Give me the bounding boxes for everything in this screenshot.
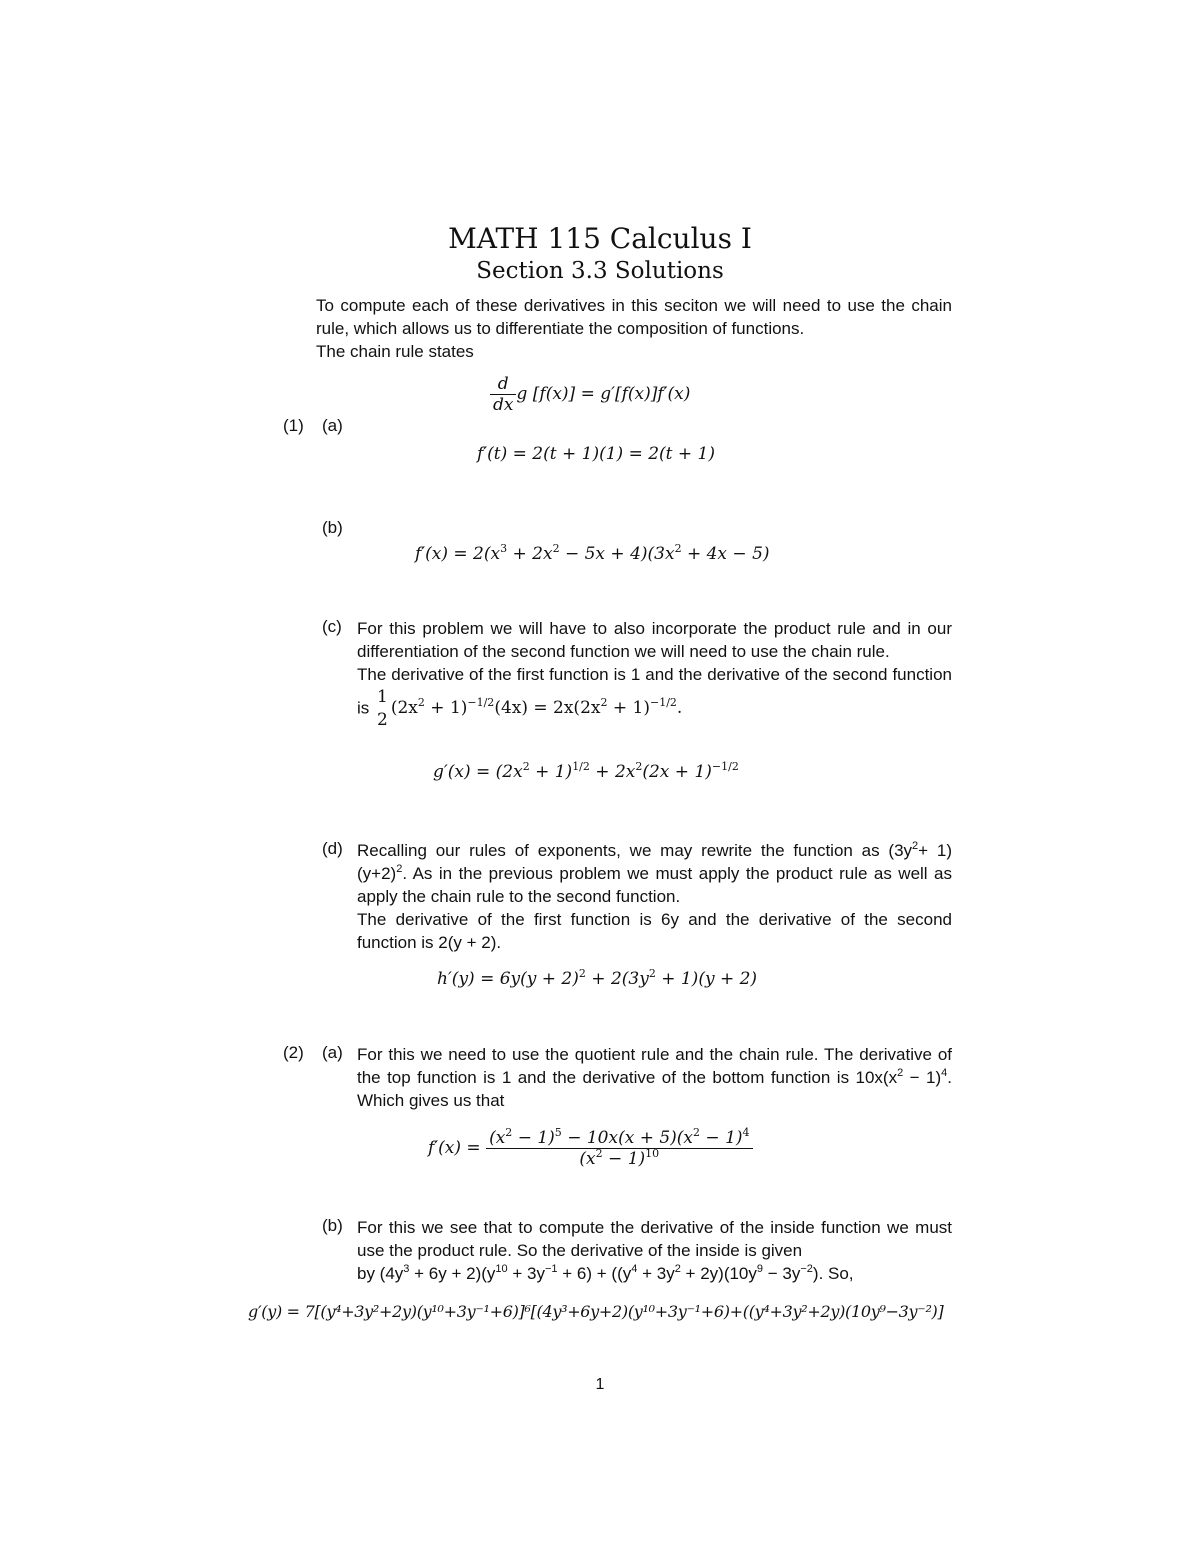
sup: 4 bbox=[631, 1263, 638, 1275]
equation-1d bbox=[437, 969, 757, 989]
part-2a-text bbox=[357, 1043, 952, 1112]
eq-part: + 1) bbox=[607, 698, 650, 719]
sup: −1/2 bbox=[649, 696, 677, 710]
text-part: − 1) bbox=[903, 1068, 942, 1087]
problem-1-label: (1) bbox=[283, 416, 304, 435]
sup: 2 bbox=[674, 542, 682, 555]
half-fraction bbox=[374, 686, 391, 732]
sup: −1/2 bbox=[467, 696, 495, 710]
sup: −1/2 bbox=[711, 760, 739, 773]
equation-1b bbox=[415, 544, 770, 564]
chain-rule-rhs: g [f(x)] = g′[f(x)]f′(x) bbox=[516, 384, 691, 404]
sup: 10 bbox=[495, 1263, 508, 1275]
text-part: by (4y bbox=[357, 1264, 404, 1283]
part-d-text-1 bbox=[357, 839, 952, 908]
eq-part: h′(y) = 6y(y + 2) bbox=[437, 969, 579, 989]
eq-part: . bbox=[676, 698, 683, 719]
frac-num bbox=[486, 1128, 752, 1149]
page-subtitle: Section 3.3 Solutions bbox=[476, 258, 724, 284]
chain-rule-equation bbox=[490, 374, 690, 415]
part-2a-text-1 bbox=[357, 1043, 952, 1112]
eq-part: + 2(3y bbox=[585, 969, 649, 989]
part-2b-label: (b) bbox=[322, 1216, 343, 1235]
eq-lhs: f′(x) = bbox=[428, 1138, 481, 1158]
part-c-text-2 bbox=[357, 663, 952, 732]
text-part: The derivative of the first function is 1 and the derivative of the second function is bbox=[357, 665, 952, 718]
sup: 2 bbox=[417, 696, 425, 710]
eq-part: − 1) bbox=[512, 1128, 555, 1148]
eq-part: − 1) bbox=[602, 1149, 646, 1169]
intro-text: To compute each of these derivatives in this seciton we will need to use the chain rule, which allows us to differentiate the composition of functions. bbox=[316, 296, 952, 338]
sup: 1/2 bbox=[572, 760, 590, 773]
eq-part: (x bbox=[489, 1128, 506, 1148]
sup: 4 bbox=[941, 1067, 948, 1079]
intro-text-2: The chain rule states bbox=[316, 342, 474, 361]
equation-1a bbox=[477, 444, 715, 464]
eq-part: + 1) bbox=[529, 762, 573, 782]
sup: 2 bbox=[648, 967, 656, 980]
part-2b-text-2 bbox=[357, 1262, 952, 1285]
sup: 10 bbox=[645, 1147, 660, 1160]
sup: 2 bbox=[674, 1263, 681, 1275]
eq-part: g′(x) = (2x bbox=[433, 762, 523, 782]
sup: 2 bbox=[635, 760, 643, 773]
part-d-text bbox=[357, 839, 952, 954]
sup: 2 bbox=[396, 863, 403, 875]
equation-2b bbox=[248, 1302, 943, 1321]
eq-part: − 5x + 4)(3x bbox=[559, 544, 675, 564]
eq-part: (2x + 1) bbox=[642, 762, 712, 782]
sup: 2 bbox=[578, 967, 586, 980]
sup: 2 bbox=[693, 1126, 701, 1139]
text-part: + 3y bbox=[507, 1264, 545, 1283]
text-part: + 2y)(10y bbox=[680, 1264, 757, 1283]
intro-paragraph bbox=[316, 294, 952, 363]
part-c-text bbox=[357, 617, 952, 732]
sup: 2 bbox=[912, 840, 919, 852]
sup: −2 bbox=[800, 1263, 813, 1275]
sup: 2 bbox=[522, 760, 530, 773]
eq-part: + 2x bbox=[507, 544, 553, 564]
text-part: ). So, bbox=[812, 1264, 854, 1283]
equation-2a bbox=[428, 1128, 753, 1169]
part-b-label: (b) bbox=[322, 518, 343, 537]
text-part: For this we need to use the quotient rule and the chain rule. The derivative of the top function is 1 and the derivative of the bottom function is 10x(x bbox=[357, 1045, 952, 1087]
sup: 2 bbox=[897, 1067, 904, 1079]
part-c-text-1: For this problem we will have to also incorporate the product rule and in our differentiation of the second function we will need to use the chain rule. bbox=[357, 619, 952, 661]
inline-math bbox=[391, 698, 682, 718]
quotient-fraction bbox=[486, 1128, 752, 1169]
frac-num: d bbox=[490, 374, 516, 395]
eq-part: (2x bbox=[390, 698, 418, 719]
eq-part: + 1) bbox=[424, 698, 468, 719]
text-part: + 3y bbox=[637, 1264, 675, 1283]
equation-1c bbox=[433, 762, 739, 782]
part-2b-text bbox=[357, 1216, 952, 1285]
sup: 2 bbox=[600, 696, 608, 710]
part-a-label: (a) bbox=[322, 416, 343, 435]
equation-2b-text: g′(y) = 7[(y⁴+3y²+2y)(y¹⁰+3y⁻¹+6)]⁶[(4y³+6y+2)(y¹⁰+3y⁻¹+6)+((y⁴+3y²+2y)(10y⁹−3y⁻²)] bbox=[248, 1302, 944, 1321]
frac-den: 2 bbox=[377, 710, 388, 730]
eq-part: f′(x) = 2(x bbox=[415, 544, 501, 564]
part-d-text-2: The derivative of the first function is 6y and the derivative of the second function is 2(y + 2). bbox=[357, 910, 952, 952]
equation-1a-text: f′(t) = 2(t + 1)(1) = 2(t + 1) bbox=[477, 444, 715, 464]
sup: 3 bbox=[500, 542, 508, 555]
text-part: Recalling our rules of exponents, we may rewrite the function as (3y bbox=[357, 841, 913, 860]
frac-den: dx bbox=[493, 395, 514, 415]
frac-den bbox=[486, 1149, 752, 1169]
text-part: + 6y + 2)(y bbox=[409, 1264, 496, 1283]
eq-part: (x bbox=[579, 1149, 596, 1169]
text-part: . As in the previous problem we must apply the product rule as well as apply the chain rule to the second function. bbox=[357, 864, 952, 906]
eq-part: − 10x(x + 5)(x bbox=[561, 1128, 694, 1148]
problem-2-label: (2) bbox=[283, 1043, 304, 1062]
eq-part: (4x) = 2x(2x bbox=[494, 698, 601, 719]
eq-part: + 1)(y + 2) bbox=[655, 969, 758, 989]
sup: 9 bbox=[756, 1263, 764, 1275]
d-dx-fraction bbox=[490, 374, 516, 415]
frac-num: 1 bbox=[377, 687, 388, 707]
text-part: + 6) + ((y bbox=[557, 1264, 632, 1283]
sup: 3 bbox=[403, 1263, 410, 1275]
part-d-label: (d) bbox=[322, 839, 343, 858]
eq-part: + 2x bbox=[589, 762, 636, 782]
part-2b-text-1: For this we see that to compute the derivative of the inside function we must use the product rule. So the derivative of the inside is given bbox=[357, 1218, 952, 1260]
part-c-label: (c) bbox=[322, 617, 342, 636]
sup: 2 bbox=[595, 1147, 603, 1160]
text-part: . Which gives us that bbox=[357, 1068, 952, 1110]
sup: 4 bbox=[742, 1126, 750, 1139]
sup: 2 bbox=[505, 1126, 513, 1139]
part-2a-label: (a) bbox=[322, 1043, 343, 1062]
eq-part: − 1) bbox=[700, 1128, 743, 1148]
eq-part: + 4x − 5) bbox=[681, 544, 770, 564]
page-title: MATH 115 Calculus I bbox=[448, 222, 752, 255]
text-part: − 3y bbox=[763, 1264, 801, 1283]
sup: 5 bbox=[554, 1126, 562, 1139]
sup: −1 bbox=[545, 1263, 558, 1275]
page-number: 1 bbox=[595, 1376, 605, 1393]
text-part: + 1)(y+2) bbox=[357, 841, 952, 883]
sup: 2 bbox=[552, 542, 560, 555]
